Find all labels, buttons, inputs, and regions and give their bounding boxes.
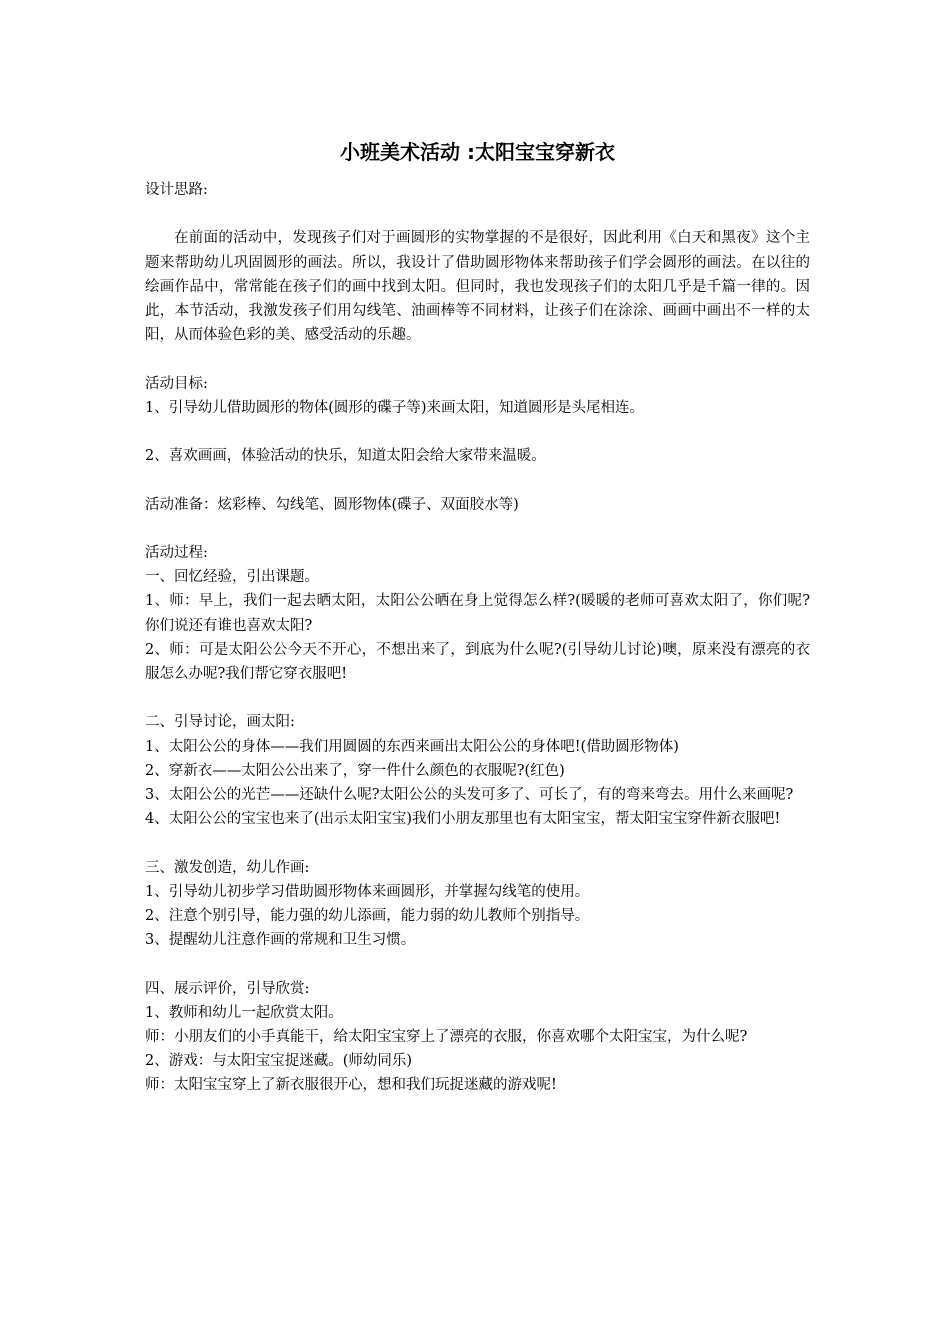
spacer <box>145 202 810 226</box>
section-item: 1、师：早上，我们一起去晒太阳，太阳公公晒在身上觉得怎么样?(暖暖的老师可喜欢太阳了，你们呢?你们说还有谁也喜欢太阳? <box>145 593 810 634</box>
spacer <box>145 686 810 710</box>
section-item: 3、提醒幼儿注意作画的常规和卫生习惯。 <box>145 932 416 949</box>
section-item: 1、太阳公公的身体——我们用圆圆的东西来画出太阳公公的身体吧!(借助圆形物体) <box>145 738 679 755</box>
section-item: 师：小朋友们的小手真能干，给太阳宝宝穿上了漂亮的衣服，你喜欢哪个太阳宝宝，为什么呢? <box>145 1028 748 1045</box>
design-paragraph: 在前面的活动中，发现孩子们对于画圆形的实物掌握的不是很好，因此利用《白天和黑夜》这个主题来帮助幼儿巩固圆形的画法。所以，我设计了借助圆形物体来帮助孩子们学会圆形的画法。在以往的绘画作品中，常常能在孩子们的画中找到太阳。但同时，我也发现孩子们的太阳几乎是千篇一律的。因此，本节活动，我激发孩子们用勾线笔、油画棒等不同材料，让孩子们在涂涂、画画中画出不一样的太阳，从而体验色彩的美、感受活动的乐趣。 <box>145 230 810 344</box>
section-item: 4、太阳公公的宝宝也来了(出示太阳宝宝)我们小朋友那里也有太阳宝宝，帮太阳宝宝穿件新衣服吧! <box>145 811 781 828</box>
spacer <box>145 831 810 855</box>
spacer <box>145 420 810 444</box>
preparation-line: 活动准备：炫彩棒、勾线笔、圆形物体(碟子、双面胶水等) <box>145 496 519 513</box>
section-item: 2、游戏：与太阳宝宝捉迷藏。(师幼同乐) <box>145 1053 413 1070</box>
section-item: 2、注意个别引导，能力强的幼儿添画，能力弱的幼儿教师个别指导。 <box>145 907 590 924</box>
section-item: 1、引导幼儿初步学习借助圆形物体来画圆形，并掌握勾线笔的使用。 <box>145 883 590 900</box>
section-item: 1、教师和幼儿一起欣赏太阳。 <box>145 1004 343 1021</box>
section-heading: 一、回忆经验，引出课题。 <box>145 569 319 586</box>
section-item: 2、穿新衣——太阳公公出来了，穿一件什么颜色的衣服呢?(红色) <box>145 762 565 779</box>
section-heading: 二、引导讨论，画太阳: <box>145 714 295 731</box>
design-heading: 设计思路: <box>145 182 208 198</box>
goal-item: 1、引导幼儿借助圆形的物体(圆形的碟子等)来画太阳，知道圆形是头尾相连。 <box>145 399 645 416</box>
spacer <box>145 517 810 541</box>
section-item: 3、太阳公公的光芒——还缺什么呢?太阳公公的头发可多了、可长了，有的弯来弯去。用什么来画呢? <box>145 786 794 803</box>
document-title: 小班美术活动 :太阳宝宝穿新衣 <box>340 140 615 164</box>
spacer <box>145 468 810 492</box>
process-heading: 活动过程: <box>145 544 208 561</box>
section-heading: 三、激发创造，幼儿作画: <box>145 859 310 876</box>
section-item: 2、师：可是太阳公公今天不开心，不想出来了，到底为什么呢?(引导幼儿讨论)噢，原来没有漂亮的衣服怎么办呢?我们帮它穿衣服吧! <box>145 641 810 682</box>
section-item: 师：太阳宝宝穿上了新衣服很开心，想和我们玩捉迷藏的游戏呢! <box>145 1077 557 1094</box>
document-page <box>145 138 810 1098</box>
goals-heading: 活动目标: <box>145 375 208 392</box>
section-heading: 四、展示评价，引导欣赏: <box>145 980 310 997</box>
goal-item: 2、喜欢画画，体验活动的快乐，知道太阳会给大家带来温暖。 <box>145 448 546 465</box>
spacer <box>145 952 810 976</box>
spacer <box>145 347 810 371</box>
